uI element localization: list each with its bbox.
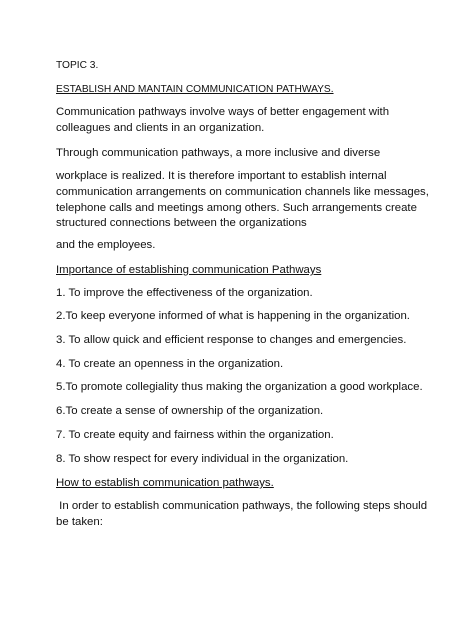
through-line: Through communication pathways, a more inclusive and diverse	[56, 147, 381, 159]
importance-item-1: 1. To improve the effectiveness of the organization.	[56, 287, 313, 299]
importance-item-3: 3. To allow quick and efficient response to changes and emergencies.	[56, 334, 407, 346]
importance-item-8: 8. To show respect for every individual in the organization.	[56, 453, 349, 465]
document-title: ESTABLISH AND MANTAIN COMMUNICATION PATHWAYS.	[56, 84, 334, 95]
importance-item-7: 7. To create equity and fairness within the organization.	[56, 429, 334, 441]
topic-label: TOPIC 3.	[56, 60, 99, 71]
importance-item-6: 6.To create a sense of ownership of the organization.	[56, 405, 324, 417]
intro-paragraph: Communication pathways involve ways of better engagement with colleagues and clients in an organization.	[56, 106, 390, 134]
importance-item-2: 2.To keep everyone informed of what is happening in the organization.	[56, 310, 410, 322]
importance-heading: Importance of establishing communication Pathways	[56, 264, 322, 276]
how-heading: How to establish communication pathways.	[56, 477, 274, 489]
importance-item-5: 5.To promote collegiality thus making the organization a good workplace.	[56, 381, 423, 393]
how-intro-paragraph: In order to establish communication pathways, the following steps should be taken:	[56, 500, 431, 528]
workplace-paragraph: workplace is realized. It is therefore important to establish internal communication arrangements on communication channels like messages, telephone calls and meetings among others. Such arrangements create structured connections between the organizations	[56, 170, 429, 230]
employees-line: and the employees.	[56, 239, 156, 251]
importance-item-4: 4. To create an openness in the organization.	[56, 358, 284, 370]
